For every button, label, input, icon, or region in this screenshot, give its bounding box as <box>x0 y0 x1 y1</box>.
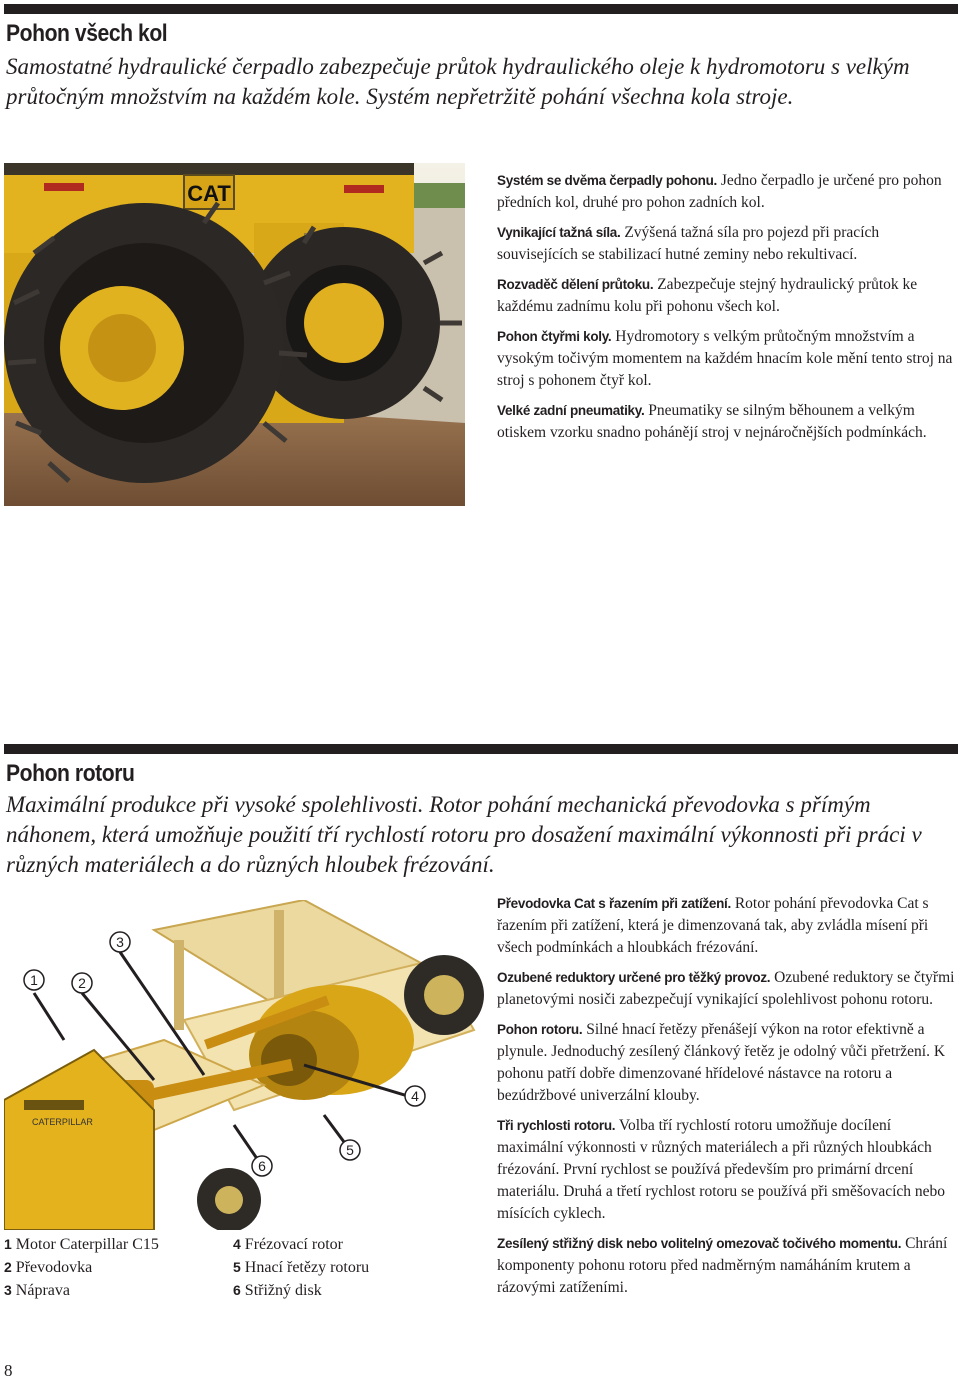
all-wheel-drive-features <box>497 170 957 452</box>
svg-text:6: 6 <box>258 1158 266 1174</box>
svg-text:2: 2 <box>78 975 86 991</box>
rotor-drive-diagram <box>4 900 492 1230</box>
callout-5 <box>340 1140 360 1160</box>
legend-item: 3 Náprava <box>4 1282 70 1299</box>
all-wheel-drive-photo <box>4 163 465 506</box>
section-title-all-wheel-drive: Pohon všech kol <box>6 20 168 47</box>
section-rule-top <box>4 4 958 14</box>
legend-item: 2 Převodovka <box>4 1259 93 1276</box>
feature-item: Systém se dvěma čerpadly pohonu. Jedno čerpadlo je určené pro pohon předních kol, druhé pro pohon zadních kol. <box>497 172 942 211</box>
svg-text:4: 4 <box>411 1088 419 1104</box>
legend-item: 1 Motor Caterpillar C15 <box>4 1236 159 1253</box>
section-title-rotor-drive: Pohon rotoru <box>6 760 135 787</box>
feature-item: Vynikající tažná síla. Zvýšená tažná síla pro pojezd při pracích souvisejících se stabilizací hutné zeminy nebo rekultivací. <box>497 224 880 263</box>
legend-item: 6 Střižný disk <box>233 1282 322 1299</box>
feature-item: Pohon rotoru. Silné hnací řetězy přenášejí výkon na rotor efektivně a plynule. Jednoduchý zesílený článkový řetěz je odolný vůči přetržení. K pohonu patří dobře dimenzované hřídelové nástavce na rotoru a bezúdržbové univerzální klouby. <box>497 1021 946 1104</box>
rotor-drive-features <box>497 893 957 1307</box>
callout-1 <box>24 970 44 990</box>
callout-6 <box>252 1156 272 1176</box>
legend-item: 5 Hnací řetězy rotoru <box>233 1259 370 1276</box>
svg-text:3: 3 <box>116 934 124 950</box>
diagram-legend-left <box>4 1233 159 1302</box>
section-rule-middle <box>4 744 958 754</box>
feature-item: Ozubené reduktory určené pro těžký provoz. Ozubené reduktory se čtyřmi planetovými nosiči zabezpečují vynikající spolehlivost pohonu rotoru. <box>497 969 955 1008</box>
feature-item: Tři rychlosti rotoru. Volba tří rychlostí rotoru umožňuje docílení maximální výkonnosti v různých materiálech a při různých hloubkách frézování. První rychlost se používá především pro primární drcení materiálu. Druhá a třetí rychlost rotoru se používá při směšovacích nebo mísících cyklech. <box>497 1117 946 1222</box>
legend-item: 4 Frézovací rotor <box>233 1236 343 1253</box>
svg-text:1: 1 <box>30 972 38 988</box>
section-lead-all-wheel-drive: Samostatné hydraulické čerpadlo zabezpečuje průtok hydraulického oleje k hydromotoru s velkým průtočným množstvím na každém kole. Systém nepřetržitě pohání všechna kola stroje. <box>6 54 910 109</box>
callout-4 <box>405 1086 425 1106</box>
feature-item: Rozvaděč dělení průtoku. Zabezpečuje stejný hydraulický průtok ke každému zadnímu kolu při pohonu všech kol. <box>497 276 918 315</box>
section-lead-rotor-drive: Maximální produkce při vysoké spolehlivosti. Rotor pohání mechanická převodovka s přímým náhonem, která umožňuje použití tří rychlostí rotoru pro dosažení maximální výkonnosti při práci v různých materiálech a do různých hloubek frézování. <box>6 792 922 877</box>
cat-logo: CAT <box>187 181 231 206</box>
callout-2 <box>72 973 92 993</box>
feature-item: Pohon čtyřmi koly. Hydromotory s velkým průtočným množstvím a vysokým točivým momentem na každém hnacím kole mění tento stroj na stroj s pohonem čtyř kol. <box>497 328 953 389</box>
feature-item: Zesílený střižný disk nebo volitelný omezovač točivého momentu. Chrání komponenty pohonu rotoru před nadměrným namáháním krutem a rázovými zatíženími. <box>497 1235 948 1296</box>
svg-text:5: 5 <box>346 1142 354 1158</box>
feature-item: Velké zadní pneumatiky. Pneumatiky se silným běhounem a velkým otiskem vzorku snadno pohánějí stroj v nejnáročnějších podmínkách. <box>497 402 927 441</box>
callout-3 <box>110 932 130 952</box>
feature-item: Převodovka Cat s řazením při zatížení. Rotor pohání převodovka Cat s řazením při zatížení, která je dimenzovaná tak, aby zvládla mísení při všech podmínkách a hloubkách frézování. <box>497 895 929 956</box>
diagram-legend-right <box>233 1233 369 1302</box>
caterpillar-logo: CATERPILLAR <box>32 1117 93 1127</box>
page-number: 8 <box>4 1361 13 1380</box>
